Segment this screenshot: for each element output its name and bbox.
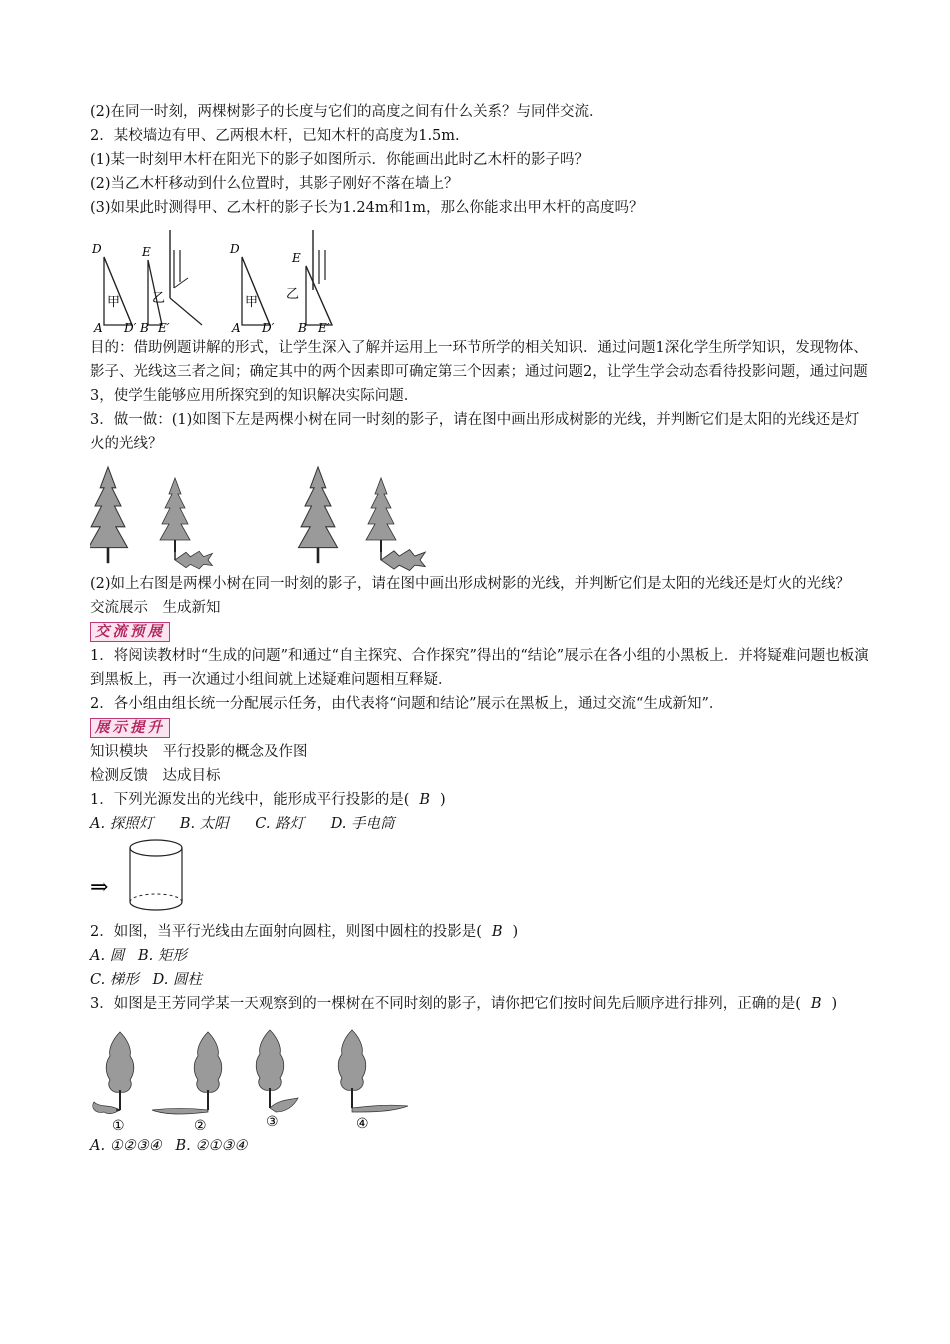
option: A. 探照灯 <box>90 816 154 832</box>
option: B. 矩形 <box>138 948 187 964</box>
label-E: E <box>292 251 301 265</box>
paragraph: 2．各小组由组长统一分配展示任务，由代表将“问题和结论”展示在黑板上，通过交流“生成新知”． <box>90 696 724 712</box>
section-badge: 交流预展 <box>90 622 170 642</box>
label-E: E <box>142 245 151 259</box>
tree-label: ③ <box>266 1114 279 1130</box>
paragraph: 1．将阅读教材时“生成的问题”和通过“自主探究、合作探究”得出的“结论”展示在各小组的小黑板上．并将疑难问题也板演到黑板上，再一次通过小组间就上述疑难问题相互释疑． <box>90 648 869 688</box>
label-D: D <box>92 242 102 256</box>
label-B: B <box>140 321 149 335</box>
four-trees-figure <box>90 1016 420 1134</box>
label-jia: 甲 <box>107 295 121 310</box>
purpose-paragraph: 目的：借助例题讲解的形式，让学生深入了解并运用上一环节所学的相关知识．通过问题1深化学生所学知识，发现物体、影子、光线这三者之间；确定其中的两个因素即可确定第三个因素；通过问题2，让学生学会动态看待投影问题，通过问题3，使学生能够应用所探究到的知识解决实际问题． <box>90 340 868 404</box>
poles-figure <box>90 220 450 336</box>
label-yi: 乙 <box>286 287 300 302</box>
check-heading: 检测反馈 达成目标 <box>90 768 221 784</box>
exercise-1-stem: 1．下列光源发出的光线中，能形成平行投影的是( B ) <box>90 792 446 808</box>
label-yi: 乙 <box>152 291 166 306</box>
tree-1 <box>93 1032 134 1134</box>
label-Ep: E′ <box>158 321 170 335</box>
label-D: D <box>230 242 240 256</box>
question-text: (3)如果此时测得甲、乙木杆的影子长为1.24m和1m，那么你能求出甲木杆的高度吗？ <box>90 200 644 216</box>
option: A. ①②③④ <box>90 1138 162 1154</box>
tree-label: ② <box>194 1118 207 1134</box>
pole-diagram-right <box>229 230 332 335</box>
module-heading: 知识模块 平行投影的概念及作图 <box>90 744 308 760</box>
question-text: 2．某校墙边有甲、乙两根木杆，已知木杆的高度为1.5m. <box>90 128 460 144</box>
label-A: A <box>94 321 103 335</box>
tree-3 <box>256 1030 298 1130</box>
label-Ep: E′ <box>318 321 330 335</box>
tree-label: ④ <box>356 1116 369 1132</box>
tree-4 <box>338 1030 408 1132</box>
option: C. 路灯 <box>255 816 305 832</box>
option: B. 太阳 <box>179 816 229 832</box>
answer: B <box>491 924 503 940</box>
question-3b: (2)如上右图是两棵小树在同一时刻的影子，请在图中画出形成树影的光线，并判断它们是太阳的光线还是灯火的光线？ <box>90 576 851 592</box>
tree-2 <box>152 1032 222 1134</box>
tree-pair-right <box>299 467 426 570</box>
pole-diagram-left <box>91 230 202 335</box>
label-A: A <box>232 321 241 335</box>
label-B: B <box>298 321 307 335</box>
option: D. 圆柱 <box>152 972 202 988</box>
section-heading: 交流展示 生成新知 <box>90 600 221 616</box>
exercise-2-stem: 2．如图，当平行光线由左面射向圆柱，则图中圆柱的投影是( B ) <box>90 924 519 940</box>
document-page <box>90 100 870 1158</box>
exercise-1-options <box>90 812 870 836</box>
trees-figure <box>90 456 470 572</box>
label-Dp: D′ <box>124 321 137 335</box>
exercise-2-options <box>90 944 870 968</box>
option: C. 梯形 <box>90 972 139 988</box>
question-text: (1)某一时刻甲木杆在阳光下的影子如图所示．你能画出此时乙木杆的影子吗？ <box>90 152 590 168</box>
tree-label: ① <box>112 1118 125 1134</box>
arrow-icon: ⇒ <box>90 875 109 900</box>
question-3: 3．做一做：(1)如图下左是两棵小树在同一时刻的影子，请在图中画出形成树影的光线，并判断它们是太阳的光线还是灯火的光线？ <box>90 412 860 452</box>
tree-pair-left <box>90 467 212 569</box>
answer: B <box>419 792 431 808</box>
section-badge: 展示提升 <box>90 718 170 738</box>
cylinder-figure <box>90 836 220 920</box>
label-jia: 甲 <box>245 295 259 310</box>
exercise-3-options <box>90 1134 870 1158</box>
exercise-3-stem: 3．如图是王芳同学某一天观察到的一棵树在不同时刻的影子，请你把它们按时间先后顺序进行排列，正确的是( B ) <box>90 996 838 1012</box>
label-Dp: D′ <box>262 321 275 335</box>
option: B. ②①③④ <box>175 1138 248 1154</box>
question-text: (2)当乙木杆移动到什么位置时，其影子刚好不落在墙上？ <box>90 176 459 192</box>
question-text: (2)在同一时刻，两棵树影子的长度与它们的高度之间有什么关系？与同伴交流． <box>90 104 604 120</box>
option: D. 手电筒 <box>330 816 395 832</box>
exercise-2-options <box>90 968 870 992</box>
answer: B <box>810 996 822 1012</box>
option: A. 圆 <box>90 948 125 964</box>
